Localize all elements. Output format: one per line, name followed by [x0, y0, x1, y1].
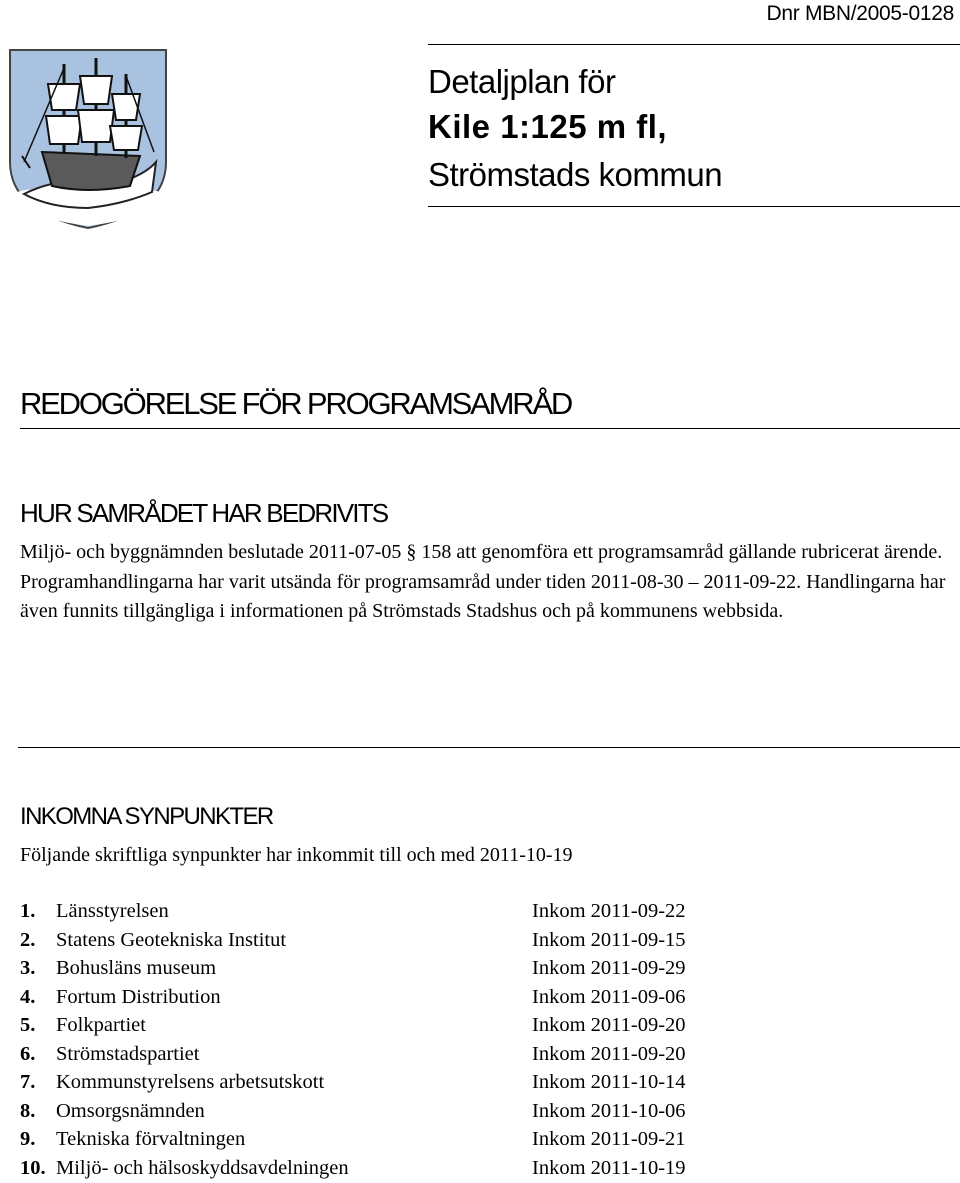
list-item-number: 6.	[20, 1042, 36, 1065]
list-item-number: 9.	[20, 1128, 36, 1150]
list-item-name: Statens Geotekniska Institut	[56, 928, 287, 951]
body-text-part-1: Miljö- och byggnämnden beslutade 2011-07-05	[20, 541, 407, 563]
section-heading-process: HUR SAMRÅDET HAR BEDRIVITS	[20, 498, 388, 528]
list-item-number: 1.	[20, 900, 36, 922]
list-item-number: 10.	[20, 1156, 46, 1179]
list-item	[20, 1097, 740, 1126]
title-rule-top	[428, 44, 960, 45]
heading-rule	[20, 428, 960, 429]
list-item	[20, 897, 740, 926]
coat-of-arms-logo	[4, 44, 184, 230]
list-item	[20, 1154, 740, 1183]
report-heading: REDOGÖRELSE FÖR PROGRAMSAMRÅD	[20, 386, 572, 421]
list-item-date: Inkom 2011-09-21	[532, 1128, 686, 1150]
list-item-date: Inkom 2011-10-19	[532, 1156, 686, 1179]
list-item-date: Inkom 2011-09-06	[532, 985, 686, 1008]
list-item	[20, 1011, 740, 1040]
list-item-number: 8.	[20, 1099, 36, 1122]
section-heading-submissions: INKOMNA SYNPUNKTER	[20, 803, 273, 830]
submissions-list	[20, 897, 740, 1182]
list-item-date: Inkom 2011-09-29	[532, 957, 686, 979]
list-item-date: Inkom 2011-09-20	[532, 1042, 686, 1065]
list-item-date: Inkom 2011-10-14	[532, 1071, 686, 1093]
list-item-date: Inkom 2011-09-20	[532, 1014, 686, 1036]
list-item-name: Folkpartiet	[56, 1014, 146, 1036]
section-body-process	[20, 538, 955, 627]
list-item-date: Inkom 2011-09-15	[532, 928, 686, 951]
list-item-date: Inkom 2011-10-06	[532, 1099, 686, 1122]
list-item-name: Miljö- och hälsoskyddsavdelningen	[56, 1156, 349, 1179]
list-item-date: Inkom 2011-09-22	[532, 900, 686, 922]
title-rule-bottom	[428, 206, 960, 207]
list-item-name: Omsorgsnämnden	[56, 1099, 205, 1122]
list-item-name: Bohusläns museum	[56, 957, 217, 979]
list-item-number: 7.	[20, 1071, 36, 1093]
list-item-number: 4.	[20, 985, 36, 1008]
list-item	[20, 1068, 740, 1097]
list-item-number: 2.	[20, 928, 36, 951]
list-item-name: Kommunstyrelsens arbetsutskott	[56, 1071, 325, 1093]
list-item-name: Fortum Distribution	[56, 985, 221, 1008]
list-item	[20, 1040, 740, 1069]
submissions-intro: Följande skriftliga synpunkter har inkommit till och med 2011-10-19	[20, 844, 573, 866]
list-item-name: Länsstyrelsen	[56, 900, 169, 922]
list-item-number: 5.	[20, 1014, 36, 1036]
section-rule	[18, 747, 960, 748]
list-item	[20, 1125, 740, 1154]
list-item	[20, 983, 740, 1012]
document-title	[428, 62, 960, 198]
title-line-2: Kile 1:125 m fl,	[428, 108, 668, 145]
list-item-name: Strömstadspartiet	[56, 1042, 200, 1065]
title-line-1: Detaljplan för	[428, 63, 616, 100]
list-item-number: 3.	[20, 957, 36, 979]
document-reference: Dnr MBN/2005-0128	[766, 2, 954, 25]
list-item	[20, 926, 740, 955]
list-item	[20, 954, 740, 983]
list-item-name: Tekniska förvaltningen	[56, 1128, 246, 1150]
paragraph-symbol: §	[406, 541, 417, 563]
title-line-3: Strömstads kommun	[428, 156, 723, 193]
body-text-part-2: 158 att genomföra ett programsamråd gällande rubricerat ärende. Programhandlingarna har varit utsända för programsamråd under tiden 2011-08-30 – 2011-09-22. Handlingarna har även funnits tillgängliga i informationen på Strömstads Stadshus och på kommunens webbsida.	[20, 541, 946, 622]
